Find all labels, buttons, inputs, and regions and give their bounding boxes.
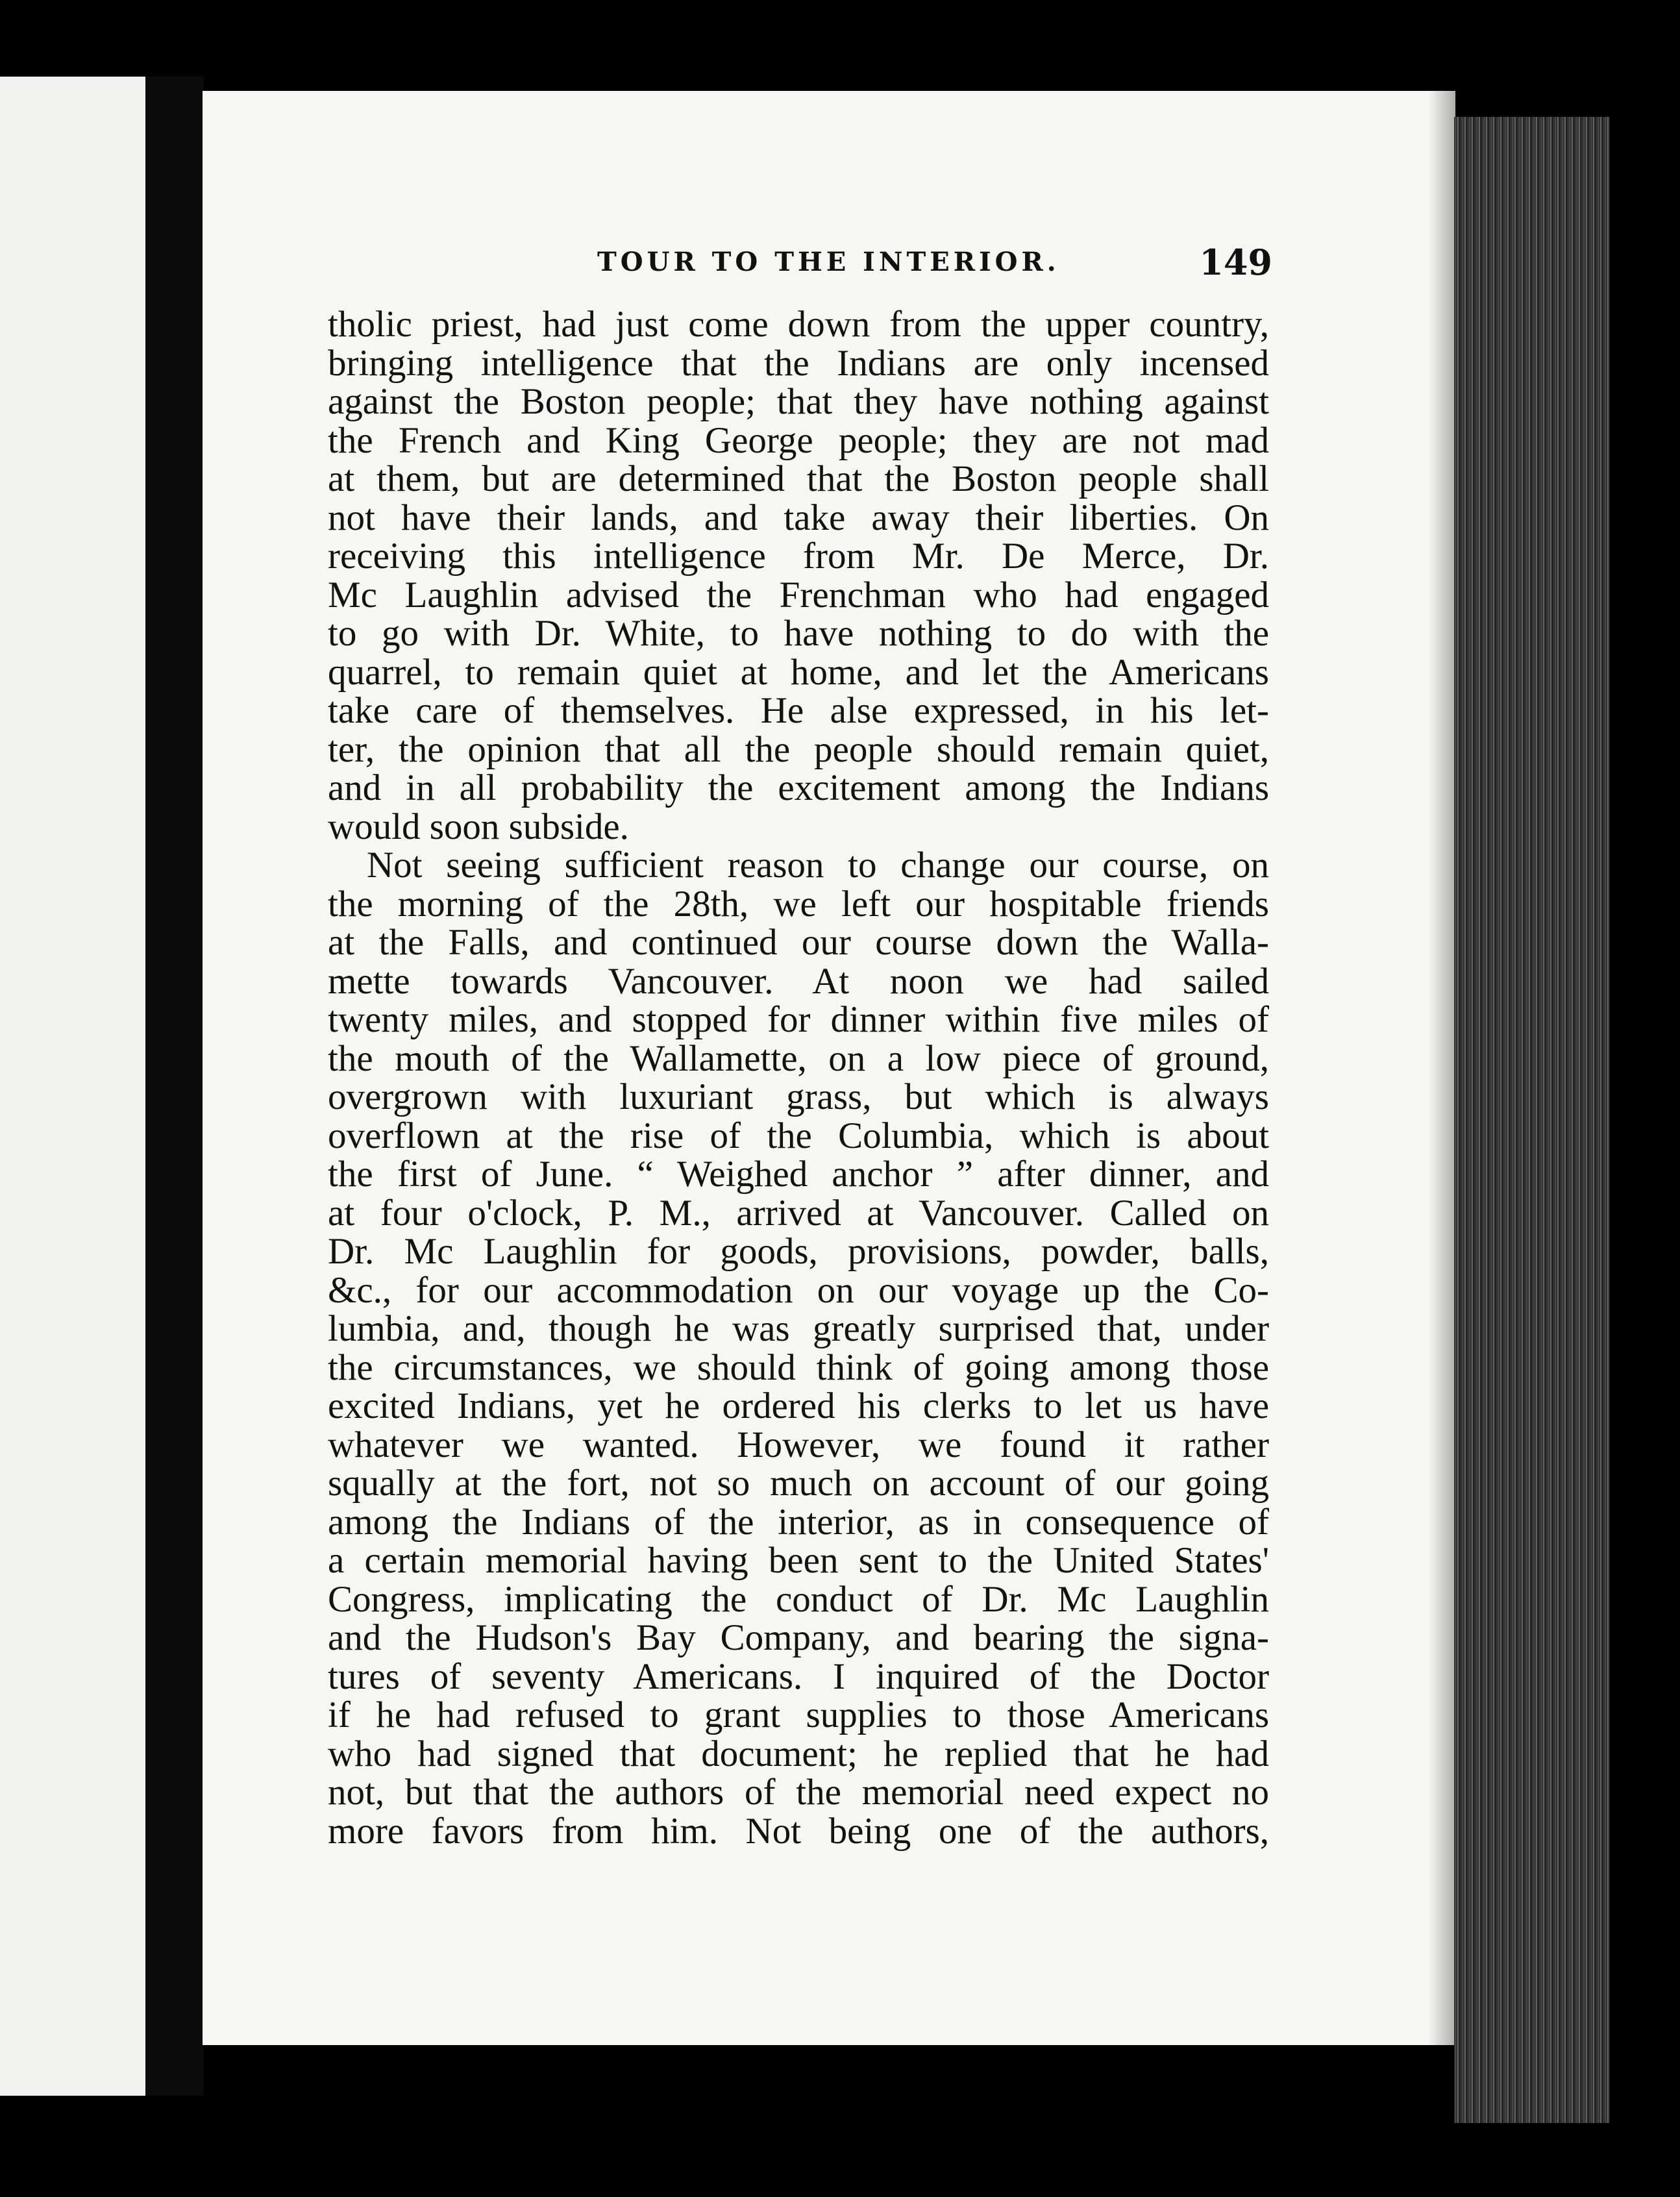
text-line: quarrel, to remain quiet at home, and let the Americans [328, 651, 1269, 693]
text-line: whatever we wanted. However, we found it rather [328, 1424, 1269, 1465]
text-line: Not seeing sufficient reason to change our course, on [367, 845, 1269, 886]
running-title: TOUR TO THE INTERIOR. [597, 247, 1060, 277]
text-line: the circumstances, we should think of going among those [328, 1347, 1269, 1388]
text-line: would soon subside. [328, 806, 629, 847]
text-line: more favors from him. Not being one of the authors, [328, 1810, 1269, 1852]
text-line: if he had refused to grant supplies to those Americans [328, 1694, 1269, 1735]
text-line: not, but that the authors of the memorial need expect no [328, 1772, 1269, 1813]
text-line: the mouth of the Wallamette, on a low piece of ground, [328, 1037, 1269, 1079]
book-gutter [145, 77, 204, 2096]
text-line: Congress, implicating the conduct of Dr. Mc Laughlin [328, 1578, 1269, 1620]
text-line: twenty miles, and stopped for dinner within five miles of [328, 999, 1269, 1040]
text-line: at the Falls, and continued our course down the Walla- [328, 922, 1269, 963]
text-line: Mc Laughlin advised the Frenchman who had engaged [328, 574, 1269, 615]
text-line: a certain memorial having been sent to the United States' [328, 1540, 1269, 1581]
text-line: not have their lands, and take away their liberties. On [328, 497, 1269, 538]
text-line: mette towards Vancouver. At noon we had sailed [328, 960, 1269, 1002]
left-facing-page-edge [0, 77, 145, 2096]
text-line: and in all probability the excitement among the Indians [328, 767, 1269, 808]
text-line: excited Indians, yet he ordered his clerks to let us have [328, 1385, 1269, 1426]
body-text [328, 305, 1269, 1850]
text-line: against the Boston people; that they have nothing against [328, 381, 1269, 422]
text-line: the morning of the 28th, we left our hospitable friends [328, 883, 1269, 925]
text-line: to go with Dr. White, to have nothing to do with the [328, 613, 1269, 654]
text-line: bringing intelligence that the Indians are only incensed [328, 342, 1269, 384]
text-line: receiving this intelligence from Mr. De Merce, Dr. [328, 536, 1269, 577]
text-line: the French and King George people; they are not mad [328, 419, 1269, 461]
text-line: tures of seventy Americans. I inquired of the Doctor [328, 1656, 1269, 1697]
text-line: and the Hudson's Bay Company, and bearing the signa- [328, 1617, 1269, 1658]
text-line: tholic priest, had just come down from the upper country, [328, 304, 1269, 345]
page-number: 149 [1199, 242, 1272, 283]
text-line: who had signed that document; he replied that he had [328, 1733, 1269, 1774]
text-line: take care of themselves. He alse expressed, in his let- [328, 690, 1269, 731]
text-line: lumbia, and, though he was greatly surprised that, under [328, 1308, 1269, 1349]
text-line: the first of June. “ Weighed anchor ” after dinner, and [328, 1154, 1269, 1195]
text-line: &c., for our accommodation on our voyage up the Co- [328, 1269, 1269, 1311]
text-line: among the Indians of the interior, as in consequence of [328, 1501, 1269, 1543]
text-line: at four o'clock, P. M., arrived at Vancouver. Called on [328, 1192, 1269, 1234]
text-line: squally at the fort, not so much on account of our going [328, 1463, 1269, 1504]
running-head [338, 242, 1272, 292]
text-line: overflown at the rise of the Columbia, which is about [328, 1115, 1269, 1156]
text-line: Dr. Mc Laughlin for goods, provisions, powder, balls, [328, 1231, 1269, 1272]
text-line: at them, but are determined that the Boston people shall [328, 458, 1269, 499]
text-line: overgrown with luxuriant grass, but which is always [328, 1076, 1269, 1117]
text-line: ter, the opinion that all the people should remain quiet, [328, 728, 1269, 770]
book-fore-edge [1454, 117, 1610, 2123]
